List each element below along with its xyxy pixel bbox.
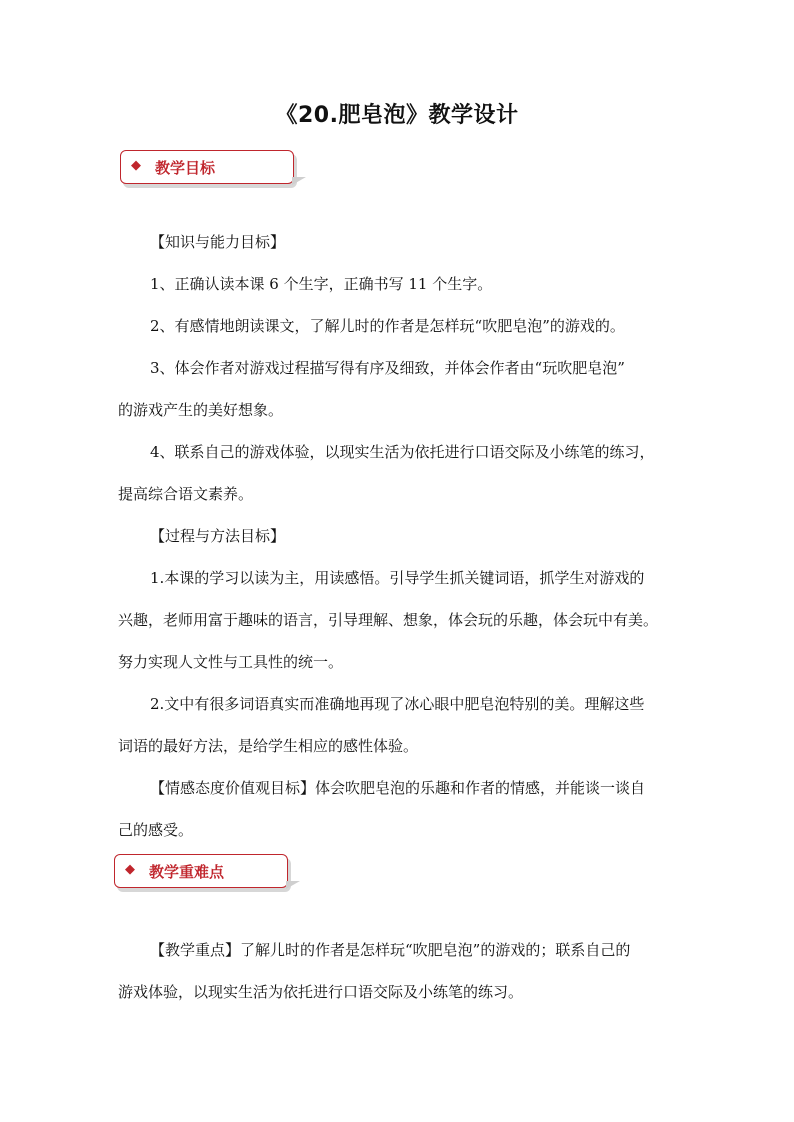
diamond-icon: ◆	[125, 862, 135, 877]
section-tail-decoration	[286, 881, 300, 889]
heading-process-goals: 【过程与方法目标】	[150, 527, 286, 545]
section-tail-decoration	[292, 177, 306, 185]
text-line: 【情感态度价值观目标】体会吹肥皂泡的乐趣和作者的情感，并能谈一谈自	[150, 779, 646, 797]
text-line: 游戏体验，以现实生活为依托进行口语交际及小练笔的练习。	[118, 983, 524, 1001]
text-line: 2.文中有很多词语真实而准确地再现了冰心眼中肥皂泡特别的美。理解这些	[150, 695, 645, 713]
text-line: 1、正确认读本课 6 个生字，正确书写 11 个生字。	[150, 275, 493, 293]
text-line: 2、有感情地朗读课文，了解儿时的作者是怎样玩“吹肥皂泡”的游戏的。	[150, 317, 625, 335]
section-header-teaching-goals	[120, 150, 294, 184]
diamond-icon: ◆	[131, 158, 141, 173]
text-line: 己的感受。	[118, 821, 194, 839]
section-header-key-points	[114, 854, 288, 888]
text-line: 提高综合语文素养。	[118, 485, 254, 503]
text-line: 1.本课的学习以读为主，用读感悟。引导学生抓关键词语，抓学生对游戏的	[150, 569, 645, 587]
heading-knowledge-goals: 【知识与能力目标】	[150, 233, 286, 251]
text-line: 兴趣，老师用富于趣味的语言，引导理解、想象，体会玩的乐趣，体会玩中有美。	[118, 611, 659, 629]
text-line: 3、体会作者对游戏过程描写得有序及细致，并体会作者由“玩吹肥皂泡”	[150, 359, 625, 377]
section-label: 教学重难点	[149, 863, 225, 881]
text-line: 【教学重点】了解儿时的作者是怎样玩“吹肥皂泡”的游戏的；联系自己的	[150, 941, 631, 959]
text-line: 词语的最好方法，是给学生相应的感性体验。	[118, 737, 419, 755]
page-title: 《20.肥皂泡》教学设计	[275, 103, 519, 128]
section-label: 教学目标	[155, 159, 216, 177]
text-line: 努力实现人文性与工具性的统一。	[118, 653, 344, 671]
text-line: 4、联系自己的游戏体验，以现实生活为依托进行口语交际及小练笔的练习，	[150, 443, 655, 461]
text-line: 的游戏产生的美好想象。	[118, 401, 284, 419]
